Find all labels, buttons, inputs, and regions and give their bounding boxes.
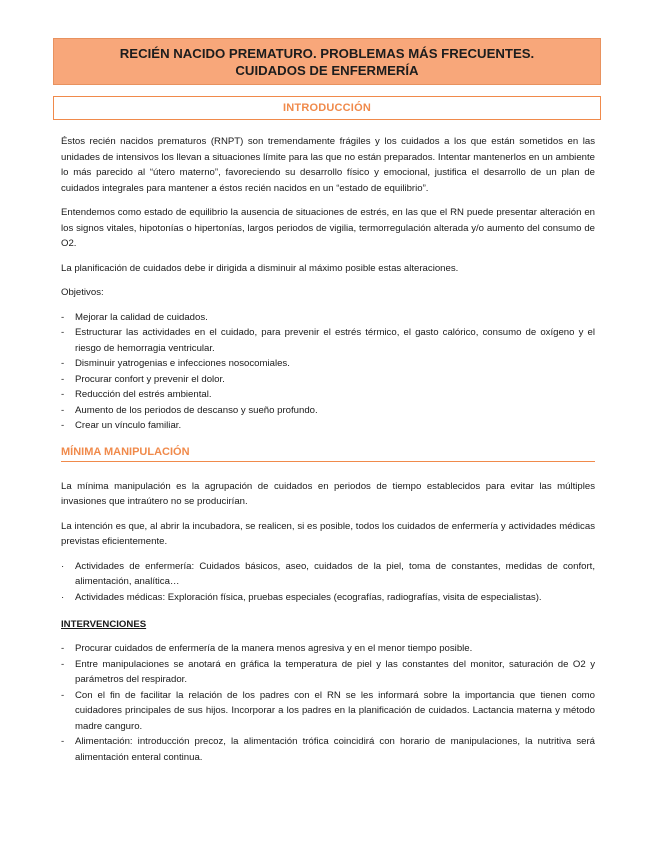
section-heading-minima-manipulacion: MÍNIMA MANIPULACIÓN — [61, 446, 595, 462]
activities-list — [61, 559, 595, 606]
objectives-list — [61, 310, 595, 434]
list-item: - Entre manipulaciones se anotará en gráfica la temperatura de piel y las constantes del monitor, saturación de O2 y parámetros del respirador. — [61, 658, 595, 685]
interventions-heading: INTERVENCIONES — [61, 619, 147, 630]
list-item: - Procurar cuidados de enfermería de la manera menos agresiva y en el menor tiempo posible. — [61, 643, 473, 654]
title-banner — [53, 38, 601, 85]
intro-paragraph: La planificación de cuidados debe ir dirigida a disminuir al máximo posible estas alteraciones. — [61, 262, 459, 274]
section-paragraph: La intención es que, al abrir la incubadora, se realicen, si es posible, todos los cuidados de enfermería y actividades médicas previstas eficientemente. — [61, 520, 595, 547]
list-item: - Con el fin de facilitar la relación de los padres con el RN se les informará sobre la importancia que tienen como cuidadores principales de sus hijos. Incorporar a los padres en la planificación de cuidados. Lactancia materna y método madre canguro. — [61, 689, 595, 732]
list-item: - Disminuir yatrogenias e infecciones nosocomiales. — [61, 358, 290, 369]
document-body — [61, 134, 595, 765]
intro-paragraph: Éstos recién nacidos prematuros (RNPT) son tremendamente frágiles y los cuidados a los que están sometidos en las unidades de intensivos los llevan a situaciones límite para las que no están preparados. Intentar mantenerlos en un ambiente lo más parecido al “útero materno”, favoreciendo su desarrollo físico y emocional, justifica el desarrollo de un plan de cuidados integrales para mantener a éstos recién nacidos en un “estado de equilibrio”. — [61, 136, 595, 194]
section-paragraph: La mínima manipulación es la agrupación de cuidados en periodos de tiempo establecidos para evitar las múltiples invasiones que intraútero no se producirían. — [61, 480, 595, 507]
interventions-list — [61, 641, 595, 765]
list-item: - Mejorar la calidad de cuidados. — [61, 311, 208, 323]
objectives-label: Objetivos: — [61, 287, 104, 298]
list-item: - Aumento de los periodos de descanso y sueño profundo. — [61, 404, 318, 416]
intro-heading-box — [53, 96, 601, 120]
list-item: · Actividades médicas: Exploración física, pruebas especiales (ecografías, radiografías, visita de especialistas). — [61, 591, 542, 603]
list-item: - Estructurar las actividades en el cuidado, para prevenir el estrés térmico, el gasto calórico, consumo de oxígeno y el riesgo de hemorragia ventricular. — [61, 327, 595, 354]
list-item: · Actividades de enfermería: Cuidados básicos, aseo, cuidados de la piel, toma de constantes, medidas de confort, alimentación, analítica… — [61, 560, 595, 587]
list-item: - Reducción del estrés ambiental. — [61, 389, 212, 400]
list-item: - Procurar confort y prevenir el dolor. — [61, 373, 225, 385]
list-item: - Alimentación: introducción precoz, la alimentación trófica coincidirá con horario de manipulaciones, la nutritiva será alimentación enteral continua. — [61, 736, 595, 763]
intro-heading: INTRODUCCIÓN — [283, 102, 371, 114]
document-title: RECIÉN NACIDO PREMATURO. PROBLEMAS MÁS FRECUENTES. CUIDADOS DE ENFERMERÍA — [119, 45, 535, 78]
intro-paragraph: Entendemos como estado de equilibrio la ausencia de situaciones de estrés, en las que el RN puede presentar alteración en los signos vitales, hipotonías o hipertonías, largos periodos de vigilia, termorregulación alterada y/o aumento del consumo de O2. — [61, 207, 595, 249]
list-item: - Crear un vínculo familiar. — [61, 420, 182, 431]
